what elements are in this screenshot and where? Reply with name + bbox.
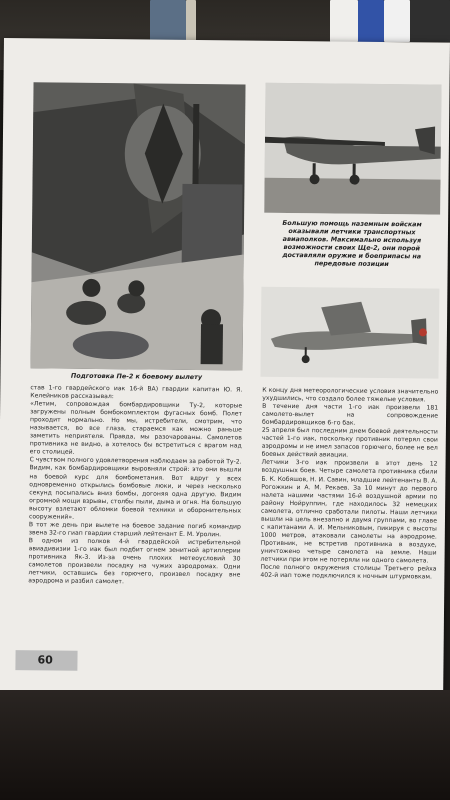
photo-shche2-plane bbox=[260, 287, 439, 379]
shche2-plane-illustration bbox=[260, 287, 439, 379]
caption-bomber-preparation: Подготовка Пе-2 к боевому вылету bbox=[70, 371, 203, 382]
shelf-book bbox=[186, 0, 196, 42]
page-number: 60 bbox=[15, 650, 77, 671]
book-page bbox=[0, 38, 450, 711]
transport-plane-illustration bbox=[264, 83, 441, 215]
table-surface bbox=[0, 690, 450, 800]
photo-transport-plane bbox=[264, 83, 441, 215]
text-column-left: став 1-го гвардейского иак 16-й ВА) гвардии капитан Ю. Я. Келейников рассказывал: «Летим, сопровождая бомбардировщики Ту-2, которые загружены полным бомбокомплектом фугасных бомб. Полет проходит нормально. Но мы, истребители, смотрим, что называется, во все глаза, стараемся как можно раньше заметить неприятеля. Правда, мы разочарованы. Самолетов противника не видно, а хотелось бы встретиться с врагом над его столицей. С чувством полного удовлетворения наблюдаем за работой Ту-2. Видим, как бомбардировщики выровняли строй: это они вышли на боевой курс для бомбометания. Вот вдруг у всех одновременно открылись бомбовые люки, и через несколько секунд посыпались вниз бомбы, догоняя одна другую. Видим огромной мощи взрывы, столбы пыли, дыма и огня. На большую высоту взлетают обломки боевой техники и оборонительных сооружений». В тот же день при вылете на боевое задание погиб командир звена 32-го гиап гвардии старший лейтенант Е. М. Уролин. В одном из полков 4-й гвардейской истребительной авиадивизии 1-го иак был подбит огнем зенитной артиллерии противника Як-3. Из-за очень плохих метеоусловий 30 самолетов произвели посадку на чужих аэродромах. Одни летчики, оставшись без горючего, произвел посадку вне аэродрома и разбил самолет. bbox=[28, 384, 243, 586]
caption-transport-plane: Большую помощь наземным войскам оказывали летчики транспортных авиаполков. Максимально используя возможности своих Ще-2, они порой доставляли оружие и боеприпасы на передовые позиции bbox=[282, 218, 422, 269]
shelf-book bbox=[150, 0, 186, 42]
shelf-book bbox=[384, 0, 410, 42]
bomber-photo-illustration bbox=[31, 82, 246, 370]
shelf-book bbox=[410, 0, 450, 42]
shelf-book bbox=[358, 0, 384, 42]
photo-bomber-preparation bbox=[31, 82, 246, 370]
shelf-book bbox=[330, 0, 358, 42]
text-column-right: К концу дня метеорологические условия значительно ухудшились, что создало более тяжелые условия. В течение дня части 1-го иак произвели 181 самолето-вылет на сопровождение бомбардировщиков 6-го бак. 25 апреля был последним днем боевой деятельности частей 1-го иак, поскольку противник потерял свои аэродромы и не имел запасов горючего, более не вел боевых действий авиации. Летчики 3-го иак произвели в этот день 12 воздушных боев. Четыре самолета противника сбили Б. К. Кобяшов, Н. И. Савин, младшие лейтенанты В. А. Рогожкин и А. М. Рекаев. За 10 минут до первого налета нашими частями 16-й воздушной армии по району Нойруппин, где находилось 32 немецких самолета, отлично сработали пилоты. Наши летчики вышли на цель внезапно и двумя группами, во главе с капитанами А. И. Мельниковым, пикируя с высоты 1000 метров, атаковали самолеты на аэродроме. Противник, не встретив противника в воздухе, уничтожено четыре самолета на земле. Наши летчики при этом не потеряли ни одного самолета. После полного окружения столицы Третьего рейха 402-й иап тоже подключился к ночным штурмовкам. bbox=[260, 386, 439, 581]
